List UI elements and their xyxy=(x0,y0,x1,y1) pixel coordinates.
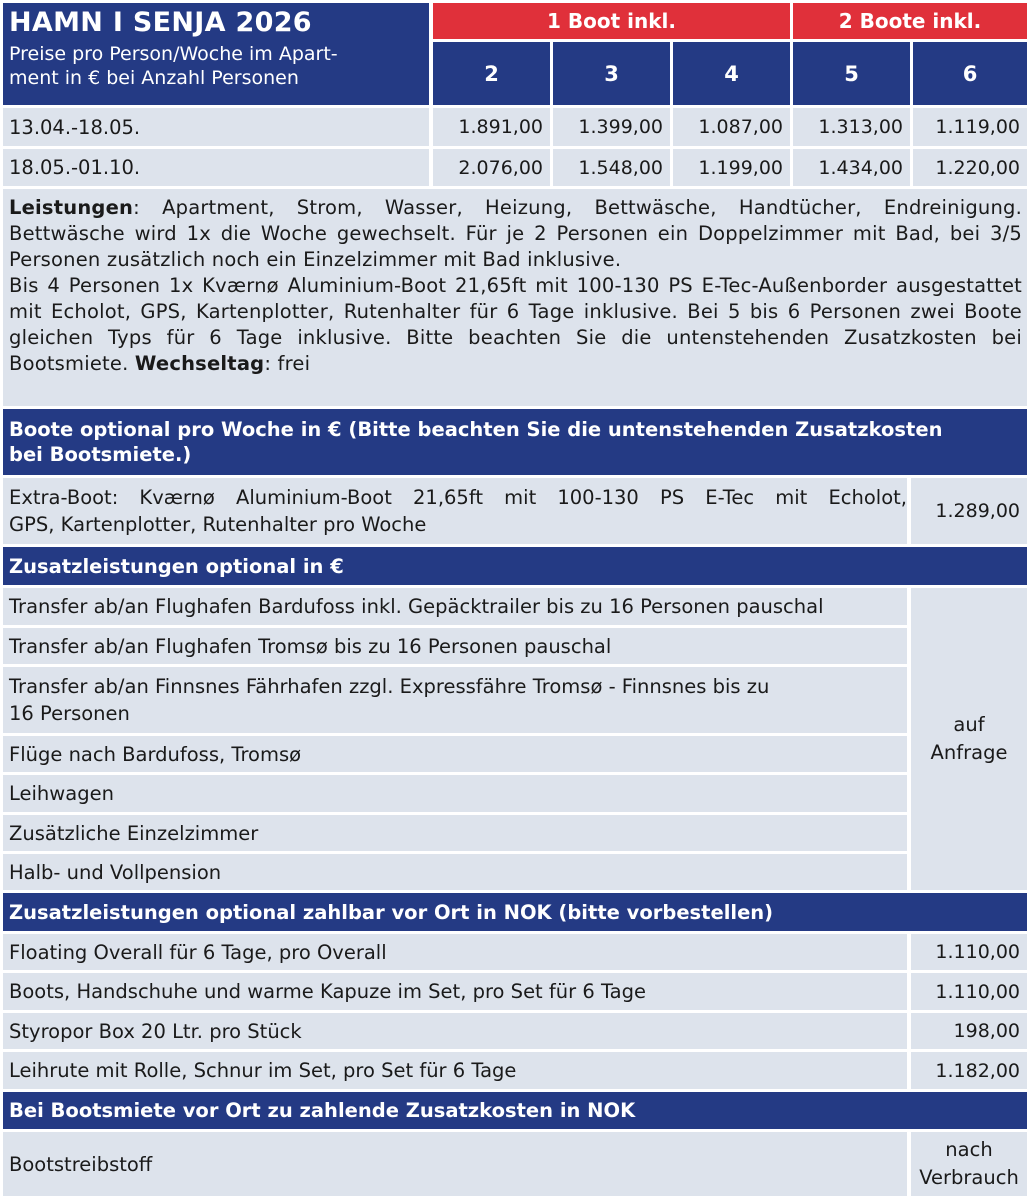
group-1-boat: 1 Boot inkl. xyxy=(433,3,790,39)
subtitle xyxy=(9,42,423,90)
fuel-label: Bootstreibstoff xyxy=(3,1132,907,1196)
extras-item-line: Transfer ab/an Finnsnes Fährhafen zzgl. Expressfähre Tromsø - Finnsnes bis zu xyxy=(9,675,770,698)
boat-paragraph xyxy=(9,273,1022,377)
price-cell: 1.087,00 xyxy=(673,108,790,146)
on-request-line: auf xyxy=(953,713,985,736)
extras-item xyxy=(3,667,907,733)
price-cell: 1.220,00 xyxy=(913,149,1027,186)
extra-boat-line: Extra-Boot: Kværnø Aluminium-Boot 21,65ft mit 100-130 PS E-Tec mit Echolot, xyxy=(9,486,907,509)
section-heading-line: Boote optional pro Woche in € (Bitte beachten Sie die untenstehenden Zusatzkosten xyxy=(9,418,943,441)
group-2-boats: 2 Boote inkl. xyxy=(793,3,1027,39)
table-title xyxy=(3,3,429,105)
local-extras-price: 1.182,00 xyxy=(911,1052,1027,1089)
extra-boat-label xyxy=(3,478,907,544)
extra-boat-line: GPS, Kartenplotter, Rutenhalter pro Woche xyxy=(9,513,427,536)
services-label: Leistungen xyxy=(9,196,134,219)
price-cell: 1.548,00 xyxy=(553,149,670,186)
on-request-line: Anfrage xyxy=(930,741,1008,764)
boat-text: Bis 4 Personen 1x Kværnø Aluminium-Boot 21,65ft mit 100-130 PS E-Tec-Außenborder ausgestattet mit Echolot, GPS, Kartenplotter, Rutenhalter für 6 Tage inklusive. Bei 5 bis 6 Personen zwei Boote gleichen Typs für 6 Tage inklusive. Bitte beachten Sie die untenstehenden Zusatzkosten bei Bootsmiete. xyxy=(9,274,1022,375)
price-cell: 1.434,00 xyxy=(793,149,910,186)
price-cell: 1.891,00 xyxy=(433,108,550,146)
col-head-persons-3: 3 xyxy=(553,42,670,105)
price-cell: 1.119,00 xyxy=(913,108,1027,146)
extras-item: Transfer ab/an Flughafen Tromsø bis zu 16 Personen pauschal xyxy=(3,628,907,664)
extras-item: Halb- und Vollpension xyxy=(3,854,907,890)
services-paragraph xyxy=(9,195,1022,273)
services-description xyxy=(3,189,1027,406)
subtitle-line: ment in € bei Anzahl Personen xyxy=(9,67,299,89)
fuel-price-line: nach xyxy=(945,1138,993,1161)
period-label: 18.05.-01.10. xyxy=(3,149,429,186)
local-extras-heading: Zusatzleistungen optional zahlbar vor Ort in NOK (bitte vorbestellen) xyxy=(3,893,1027,931)
extras-heading: Zusatzleistungen optional in € xyxy=(3,547,1027,585)
col-head-persons-4: 4 xyxy=(673,42,790,105)
local-extras-price: 1.110,00 xyxy=(911,934,1027,970)
price-cell: 2.076,00 xyxy=(433,149,550,186)
local-extras-item: Leihrute mit Rolle, Schnur im Set, pro Set für 6 Tage xyxy=(3,1052,907,1089)
price-cell: 1.399,00 xyxy=(553,108,670,146)
extras-item: Zusätzliche Einzelzimmer xyxy=(3,815,907,851)
col-head-persons-2: 2 xyxy=(433,42,550,105)
change-day-label: Wechseltag xyxy=(134,352,265,375)
extras-item-line: 16 Personen xyxy=(9,702,130,725)
local-extras-item: Styropor Box 20 Ltr. pro Stück xyxy=(3,1013,907,1049)
page-title: HAMN I SENJA 2026 xyxy=(9,7,312,38)
change-day-value: : frei xyxy=(264,352,311,375)
boats-optional-heading xyxy=(3,409,1027,475)
fuel-price xyxy=(911,1132,1027,1196)
extras-item: Leihwagen xyxy=(3,775,907,812)
fuel-price-line: Verbrauch xyxy=(919,1166,1019,1189)
local-extras-item: Boots, Handschuhe und warme Kapuze im Set, pro Set für 6 Tage xyxy=(3,973,907,1010)
price-cell: 1.199,00 xyxy=(673,149,790,186)
price-cell: 1.313,00 xyxy=(793,108,910,146)
col-head-persons-6: 6 xyxy=(913,42,1027,105)
section-heading-line: bei Bootsmiete.) xyxy=(9,443,192,466)
extras-item: Flüge nach Bardufoss, Tromsø xyxy=(3,736,907,772)
col-head-persons-5: 5 xyxy=(793,42,910,105)
extras-price-on-request xyxy=(911,588,1027,890)
period-label: 13.04.-18.05. xyxy=(3,108,429,146)
boat-rental-costs-heading: Bei Bootsmiete vor Ort zu zahlende Zusatzkosten in NOK xyxy=(3,1092,1027,1129)
extras-item: Transfer ab/an Flughafen Bardufoss inkl. Gepäcktrailer bis zu 16 Personen pauschal xyxy=(3,588,907,625)
local-extras-price: 198,00 xyxy=(911,1013,1027,1049)
services-text: : Apartment, Strom, Wasser, Heizung, Bettwäsche, Handtücher, Endreinigung. Bettwäsche wird 1x die Woche gewechselt. Für je 2 Personen ein Doppelzimmer mit Bad, bei 3/5 Personen zusätzlich noch ein Einzelzimmer mit Bad inklusive. xyxy=(9,196,1022,271)
local-extras-price: 1.110,00 xyxy=(911,973,1027,1010)
subtitle-line: Preise pro Person/Woche im Apart- xyxy=(9,43,338,65)
extra-boat-price: 1.289,00 xyxy=(911,478,1027,544)
local-extras-item: Floating Overall für 6 Tage, pro Overall xyxy=(3,934,907,970)
